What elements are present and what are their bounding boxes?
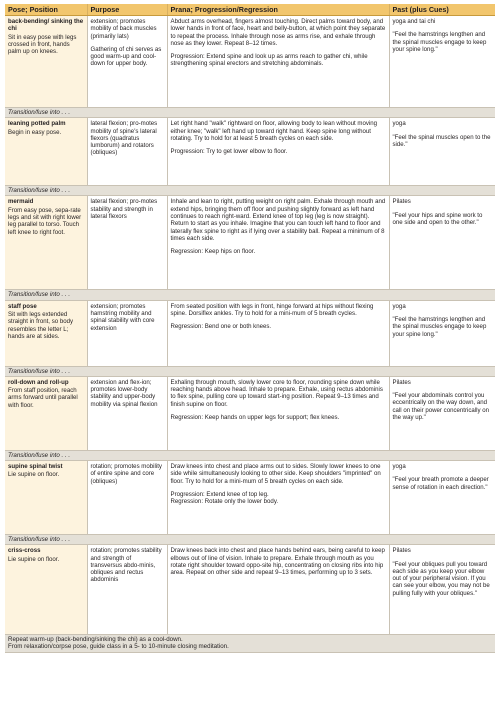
past-cue: "Feel your hips and spine work to one side and open to the other." bbox=[392, 211, 483, 226]
past-cue: "Feel the hamstrings lengthen and the spinal muscles engage to keep your spine long." bbox=[392, 315, 487, 338]
prana-regression: Regression: Keep hands on upper legs for support; flex knees. bbox=[170, 414, 340, 421]
purpose-text: lateral flexion; pro-motes stability and strength in lateral flexors bbox=[90, 198, 158, 220]
pose-cell bbox=[5, 545, 87, 635]
pose-name: leaning potted palm bbox=[8, 120, 66, 128]
prana-cell bbox=[167, 545, 389, 635]
prana-cell bbox=[167, 461, 389, 535]
pose-name: roll-down and roll-up bbox=[8, 378, 69, 386]
purpose-text: rotation; promotes stability and strength of transversus abdo-minis, obliques and rectus abdominis bbox=[90, 547, 162, 584]
past-cell bbox=[389, 545, 495, 635]
header-pose: Pose; Position bbox=[5, 4, 87, 16]
prana-text: Exhaling through mouth, slowly lower core to floor, rounding spine down while reaching hands above head. Inhale to prepare. Exhale, using rectus abdominis to flex spine, pulling core up toward start-ing position. Repeat 9–13 times and finish supine on floor. bbox=[170, 378, 383, 408]
prana-progression: Progression: Extend knee of top leg. Regression: Rotate only the lower body. bbox=[170, 490, 279, 506]
pose-name: criss-cross bbox=[8, 547, 41, 555]
prana-cell bbox=[167, 118, 389, 186]
prana-regression: Regression: Bend one or both knees. bbox=[170, 323, 272, 331]
transition-row bbox=[5, 450, 495, 460]
purpose-text: extension; promotes hamstring mobility and spinal stability with core extension bbox=[90, 302, 155, 332]
pose-position: Lie supine on floor. bbox=[8, 471, 60, 479]
past-cell bbox=[389, 16, 495, 108]
past-cell bbox=[389, 300, 495, 366]
past-discipline: yoga and tai chi bbox=[392, 18, 436, 25]
prana-text: Let right hand "walk" rightward on floor, allowing body to lean without moving either knee; "walk" left hand up toward right hand. Keep spine long without rotating. Try to hold for at least 5 breath cycles on each side. bbox=[170, 120, 378, 142]
transition-row bbox=[5, 108, 495, 118]
footer-line-1: Repeat warm-up (back-bending/sinking the chi) as a cool-down. bbox=[8, 636, 183, 644]
table-row bbox=[5, 196, 495, 290]
pose-cell bbox=[5, 118, 87, 186]
prana-progression: Progression: Extend spine and look up as arms reach to gather chi, while strengthening spinal erectors and stretching abdominals. bbox=[170, 53, 368, 68]
pose-position: Begin in easy pose. bbox=[8, 128, 62, 136]
prana-text: From seated position with legs in front, hinge forward at hips without flexing spine. Dorsiflex ankles. Try to hold for a mini-mum of 5 breath cycles. bbox=[170, 302, 374, 317]
table-row bbox=[5, 376, 495, 450]
pose-position: Sit with legs extended straight in front, so body resembles the letter L; hands are at sides. bbox=[8, 310, 74, 340]
transition-label: Transition/fuse into . . . bbox=[5, 450, 495, 460]
purpose-note: Gathering of chi serves as good warm-up and cool-down for upper body. bbox=[90, 45, 162, 68]
purpose-text: extension and flex-ion; promotes lower-body stability and upper-body mobility via spinal flexion bbox=[90, 378, 158, 408]
past-discipline: yoga bbox=[392, 302, 406, 310]
past-discipline: yoga bbox=[392, 463, 406, 471]
past-cue: "Feel the spinal muscles open to the side." bbox=[392, 133, 491, 148]
pose-name: staff pose bbox=[8, 302, 37, 310]
header-past: Past (plus Cues) bbox=[389, 4, 495, 16]
purpose-text: lateral flexion; pro-motes mobility of spine's lateral flexors (quadratus lumborum) and rotators (obliques) bbox=[90, 120, 158, 157]
past-cue: "Feel your breath promote a deeper sense of rotation in each direction." bbox=[392, 476, 489, 491]
past-cell bbox=[389, 196, 495, 290]
transition-row bbox=[5, 535, 495, 545]
transition-label: Transition/fuse into . . . bbox=[5, 108, 495, 118]
past-cue: "Feel your obliques pull you toward each side as you keep your elbow out of your peripheral vision. If you can see your elbow, you may not be pulling fully with your obliques." bbox=[392, 560, 490, 597]
pose-cell bbox=[5, 461, 87, 535]
past-cell bbox=[389, 461, 495, 535]
purpose-cell bbox=[87, 461, 167, 535]
past-discipline: yoga bbox=[392, 120, 406, 128]
purpose-cell bbox=[87, 16, 167, 108]
table-row bbox=[5, 300, 495, 366]
transition-label: Transition/fuse into . . . bbox=[5, 186, 495, 196]
table-row bbox=[5, 461, 495, 535]
prana-regression: Regression: Keep hips on floor. bbox=[170, 248, 256, 256]
transition-row bbox=[5, 186, 495, 196]
purpose-text: extension; promotes mobility of back muscles (primarily lats) bbox=[90, 18, 157, 40]
pose-name: back-bending/ sinking the chi bbox=[8, 18, 84, 33]
pose-table-sheet bbox=[5, 4, 495, 653]
purpose-cell bbox=[87, 545, 167, 635]
pose-position: Sit in easy pose with legs crossed in front, hands palm up on knees. bbox=[8, 33, 77, 56]
footer-notes bbox=[5, 635, 495, 652]
pose-position: From easy pose, sepa-rate legs and sit with right lower leg parallel to torso. Touch left knee to right foot. bbox=[8, 206, 82, 236]
prana-text: Abduct arms overhead, fingers almost touching. Direct palms toward body, and lower hands in front of face, heart and belly-button, at which point they separate to repeat the process. Inhale through nose as arms rise, and exhale through nose as they lower. Repeat 8–12 times. bbox=[170, 18, 386, 47]
transition-row bbox=[5, 366, 495, 376]
pose-sequence-table bbox=[5, 4, 495, 653]
prana-cell bbox=[167, 196, 389, 290]
purpose-cell bbox=[87, 376, 167, 450]
table-row bbox=[5, 118, 495, 186]
past-cell bbox=[389, 118, 495, 186]
table-row bbox=[5, 545, 495, 635]
footer-line-2: From relaxation/corpse pose, guide class in a 5- to 10-minute closing meditation. bbox=[8, 643, 229, 651]
pose-cell bbox=[5, 300, 87, 366]
purpose-cell bbox=[87, 196, 167, 290]
transition-label: Transition/fuse into . . . bbox=[5, 366, 495, 376]
prana-text: Draw knees into chest and place arms out to sides. Slowly lower knees to one side while simultaneously looking to other side. Keep shoulders "imprinted" on floor. Try to hold for a mini-mum of 5 breath cycles on each side. bbox=[170, 463, 381, 485]
prana-progression: Progression: Try to get lower elbow to floor. bbox=[170, 148, 288, 156]
pose-cell bbox=[5, 196, 87, 290]
pose-cell bbox=[5, 16, 87, 108]
pose-name: supine spinal twist bbox=[8, 463, 63, 471]
past-discipline: Pilates bbox=[392, 547, 411, 555]
table-row bbox=[5, 16, 495, 108]
past-cue: "Feel the hamstrings lengthen and the spinal muscles engage to keep your spine long." bbox=[392, 31, 487, 53]
header-prana: Prana; Progression/Regression bbox=[167, 4, 389, 16]
past-discipline: Pilates bbox=[392, 198, 411, 206]
table-header-row bbox=[5, 4, 495, 16]
transition-label: Transition/fuse into . . . bbox=[5, 290, 495, 300]
transition-label: Transition/fuse into . . . bbox=[5, 535, 495, 545]
header-purpose: Purpose bbox=[87, 4, 167, 16]
prana-cell bbox=[167, 300, 389, 366]
purpose-cell bbox=[87, 300, 167, 366]
prana-cell bbox=[167, 16, 389, 108]
purpose-cell bbox=[87, 118, 167, 186]
prana-cell bbox=[167, 376, 389, 450]
prana-text: Draw knees back into chest and place hands behind ears, being careful to keep elbows out of line of vision. Inhale to prepare. Exhale through mouth as you rotate right shoulder toward oppo-site hip, concentrating on closing ribs into hip area. Repeat on other side and repeat 9–13 times, performing up to 3 sets. bbox=[170, 547, 385, 577]
transition-row bbox=[5, 290, 495, 300]
pose-cell bbox=[5, 376, 87, 450]
pose-position: From staff position, reach arms forward until parallel with floor. bbox=[8, 387, 78, 409]
pose-position: Lie supine on floor. bbox=[8, 555, 60, 563]
prana-text: Inhale and lean to right, putting weight on right palm. Exhale through mouth and extend hips, bringing them off floor and pushing slightly forward as left hand continues to reach right-ward. Extend knee of top leg (leg is now straight). Return to start as you inhale. Imagine that you can touch left hand to floor and laterally flex spine to right as if lying over a stability ball. Repeat a minimum of 8 times each side. bbox=[170, 198, 386, 242]
past-cell bbox=[389, 376, 495, 450]
pose-name: mermaid bbox=[8, 198, 34, 206]
past-discipline: Pilates bbox=[392, 378, 411, 386]
footer-row bbox=[5, 635, 495, 652]
purpose-text: rotation; promotes mobility of entire spine and core (obliques) bbox=[90, 463, 162, 485]
past-cue: "Feel your abdominals control you eccentrically on the way down, and call on their power concentrically on the way up." bbox=[392, 392, 490, 421]
